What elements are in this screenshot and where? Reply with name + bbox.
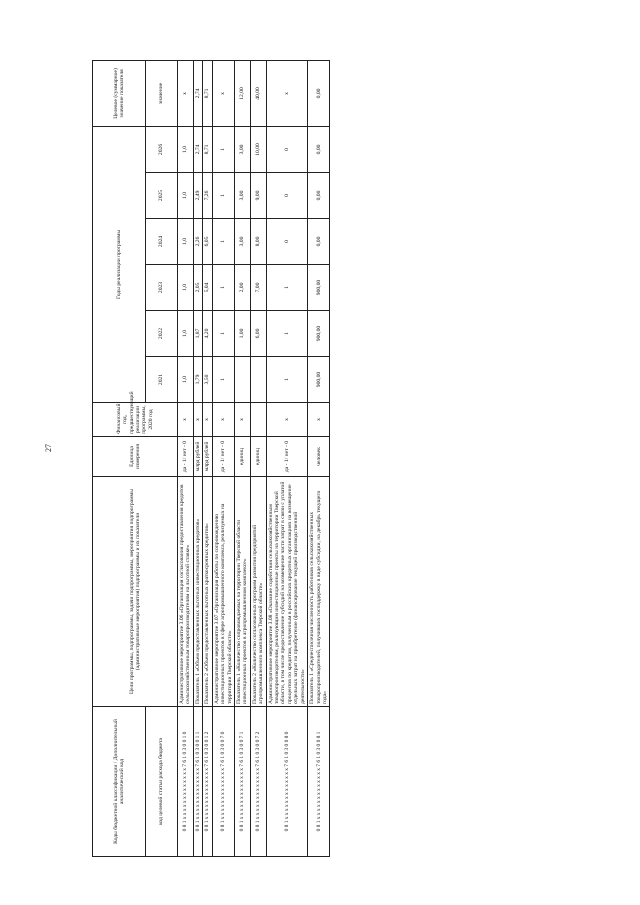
year-value-cell: 0: [266, 126, 308, 172]
goal-cell: Административное мероприятие 3.06 «Организация согласования предоставления кредитов сельскохозяйственным товаропроизводителям на льготной ставке»: [178, 477, 194, 707]
year-value-cell: 8,00: [250, 219, 266, 265]
fin-year-cell: х: [203, 403, 212, 437]
fin-year-cell: х: [193, 403, 202, 437]
unit-cell: единиц: [250, 437, 266, 477]
fin-year-header: Финансовый год, предшествующий реализации программы, 2020 год: [93, 403, 178, 437]
final-value-header: значение: [146, 60, 178, 126]
code-cell: 0 8 1 х х х х х х х х х х х х х 7 6 1 0 3 0 0 8 1: [308, 707, 330, 857]
codes-header: Коды бюджетной классификации / Дополнительный аналитический код: [93, 707, 146, 857]
goal-cell: Административное мероприятие 3.08 «Оказание содействия сельскохозяйственным товаропроизводителям, реализующим инвестиционные проекты на территории Тверской области, в том числе предоставление субсидий на возмещение части затрат в связи с уплатой процентов по кредитам, полученным в российских кредитных организациях на возмещение отдельных затрат на приобретение (финансирование текущей производственной деятельности»: [266, 477, 308, 707]
year-value-cell: 1,0: [178, 265, 194, 311]
unit-cell: да - 1/ нет - 0: [178, 437, 194, 477]
document-sheet: [92, 61, 522, 857]
year-header: 2026: [146, 126, 178, 172]
code-cell: 0 8 1 х х х х х х х х х х х х х 7 6 1 0 3 0 0 7 0: [212, 707, 234, 857]
fin-year-cell: х: [308, 403, 330, 437]
fin-year-cell: х: [178, 403, 194, 437]
code-cell: 0 8 1 х х х х х х х х х х х х х 7 6 1 0 3 0 0 7 1: [234, 707, 250, 857]
fin-year-cell: х: [212, 403, 234, 437]
code-cell: 0 8 1 х х х х х х х х х х х х х 7 6 1 0 3 0 0 1 0: [178, 707, 194, 857]
table-row: [203, 60, 212, 856]
unit-cell: млрд рублей: [203, 437, 212, 477]
years-group-header: Годы реализации программы: [93, 126, 146, 402]
year-header: 2024: [146, 219, 178, 265]
year-value-cell: 1: [212, 265, 234, 311]
year-value-cell: 6,05: [203, 219, 212, 265]
page-number: 27: [44, 444, 53, 452]
final-value-cell: 0,00: [308, 60, 330, 126]
year-value-cell: 2,00: [234, 265, 250, 311]
year-value-cell: [250, 357, 266, 403]
unit-cell: да - 1/ нет - 0: [212, 437, 234, 477]
year-value-cell: 6,00: [250, 311, 266, 357]
year-value-cell: 1: [212, 311, 234, 357]
year-value-cell: 1,79: [193, 357, 202, 403]
fin-year-cell: [250, 403, 266, 437]
table-row: [234, 60, 250, 856]
unit-cell: да - 1/ нет - 0: [266, 437, 308, 477]
unit-cell: единиц: [234, 437, 250, 477]
final-value-cell: х: [212, 60, 234, 126]
final-value-cell: 2,74: [193, 60, 202, 126]
year-value-cell: 0,00: [308, 219, 330, 265]
year-value-cell: 1: [212, 357, 234, 403]
header-row-1: [93, 60, 146, 856]
year-value-cell: 3,00: [234, 173, 250, 219]
codes-subheader: код целевой статьи расхода бюджета: [146, 707, 178, 857]
year-value-cell: 2,05: [193, 265, 202, 311]
goal-cell: Показатель 1 «Количество сопровождаемых на территории Тверской области инвестиционных проектов в агропромышленном комплексе»: [234, 477, 250, 707]
goal-cell: Административное мероприятие 3.07 «Организация работы по сопровождению инвестиционных проектов в сфере агропромышленного комплекса, реализуемых на территории Тверской области»: [212, 477, 234, 707]
code-cell: 0 8 1 х х х х х х х х х х х х х 7 6 1 0 3 0 0 7 2: [250, 707, 266, 857]
table-row: [308, 60, 330, 856]
final-value-cell: 40,00: [250, 60, 266, 126]
year-value-cell: 1,00: [234, 311, 250, 357]
table-row: [266, 60, 308, 856]
fin-year-cell: х: [234, 403, 250, 437]
year-header: 2023: [146, 265, 178, 311]
table-row: [178, 60, 194, 856]
year-value-cell: 1: [212, 126, 234, 172]
unit-cell: млрд рублей: [193, 437, 202, 477]
year-value-cell: 5,04: [203, 265, 212, 311]
unit-cell: человек: [308, 437, 330, 477]
year-value-cell: 1: [266, 357, 308, 403]
year-value-cell: 7,00: [250, 265, 266, 311]
year-value-cell: 1: [266, 265, 308, 311]
table-row: [250, 60, 266, 856]
year-value-cell: 0: [266, 173, 308, 219]
final-value-cell: х: [266, 60, 308, 126]
goal-cell: Показатель 2 «Объем предоставленных льготных краткосрочных кредитов»: [203, 477, 212, 707]
year-value-cell: [234, 357, 250, 403]
final-group-header: Целевое (суммарное) значение показателя: [93, 60, 146, 126]
table-row: [212, 60, 234, 856]
year-value-cell: 10,00: [250, 126, 266, 172]
unit-header: Единица измерения: [93, 437, 178, 477]
year-value-cell: 1,0: [178, 173, 194, 219]
year-value-cell: 900,00: [308, 311, 330, 357]
year-value-cell: 1,87: [193, 311, 202, 357]
goal-cell: Показатель 1 «Объем предоставленных льготных инвестиционных кредитов»: [193, 477, 202, 707]
year-value-cell: 3,00: [234, 219, 250, 265]
year-value-cell: 3,50: [203, 357, 212, 403]
year-value-cell: 8,71: [203, 126, 212, 172]
table-row: [193, 60, 202, 856]
program-table: [92, 60, 330, 857]
year-value-cell: 1: [212, 219, 234, 265]
year-value-cell: 0: [266, 219, 308, 265]
year-header: 2021: [146, 357, 178, 403]
year-value-cell: 0,00: [308, 126, 330, 172]
year-value-cell: 2,26: [193, 219, 202, 265]
code-cell: 0 8 1 х х х х х х х х х х х х х 7 6 1 0 3 0 0 1 1: [193, 707, 202, 857]
code-cell: 0 8 1 х х х х х х х х х х х х х 7 6 1 0 3 0 0 8 0: [266, 707, 308, 857]
fin-year-cell: х: [266, 403, 308, 437]
year-value-cell: 1,0: [178, 357, 194, 403]
year-value-cell: 900,00: [308, 357, 330, 403]
final-value-cell: х: [178, 60, 194, 126]
year-value-cell: 900,00: [308, 265, 330, 311]
year-value-cell: 1,0: [178, 219, 194, 265]
year-value-cell: 7,26: [203, 173, 212, 219]
final-value-cell: 8,71: [203, 60, 212, 126]
goal-header: Цели программы, подпрограммы, задачи подпрограммы, мероприятия подпрограммы (административные мероприятия) подпрограммы и их показатели: [93, 477, 178, 707]
year-header: 2022: [146, 311, 178, 357]
final-value-cell: 12,00: [234, 60, 250, 126]
code-cell: 0 8 1 х х х х х х х х х х х х х 7 6 1 0 3 0 0 1 2: [203, 707, 212, 857]
goal-cell: Показатель 2 «Количество согласованных программ развития предприятий агропромышленного комплекса Тверской области»: [250, 477, 266, 707]
year-value-cell: 1,0: [178, 311, 194, 357]
year-value-cell: 1: [266, 311, 308, 357]
year-header: 2025: [146, 173, 178, 219]
year-value-cell: 2,74: [193, 126, 202, 172]
year-value-cell: 2,49: [193, 173, 202, 219]
year-value-cell: 1: [212, 173, 234, 219]
year-value-cell: 4,20: [203, 311, 212, 357]
year-value-cell: 3,00: [234, 126, 250, 172]
year-value-cell: 1,0: [178, 126, 194, 172]
year-value-cell: 0,00: [308, 173, 330, 219]
goal-cell: Показатель 1 «Среднесписочная численность работников сельскохозяйственных товаропроизводителей, получивших господдержку в виде субсидии, на декабрь текущего года»: [308, 477, 330, 707]
year-value-cell: 9,00: [250, 173, 266, 219]
